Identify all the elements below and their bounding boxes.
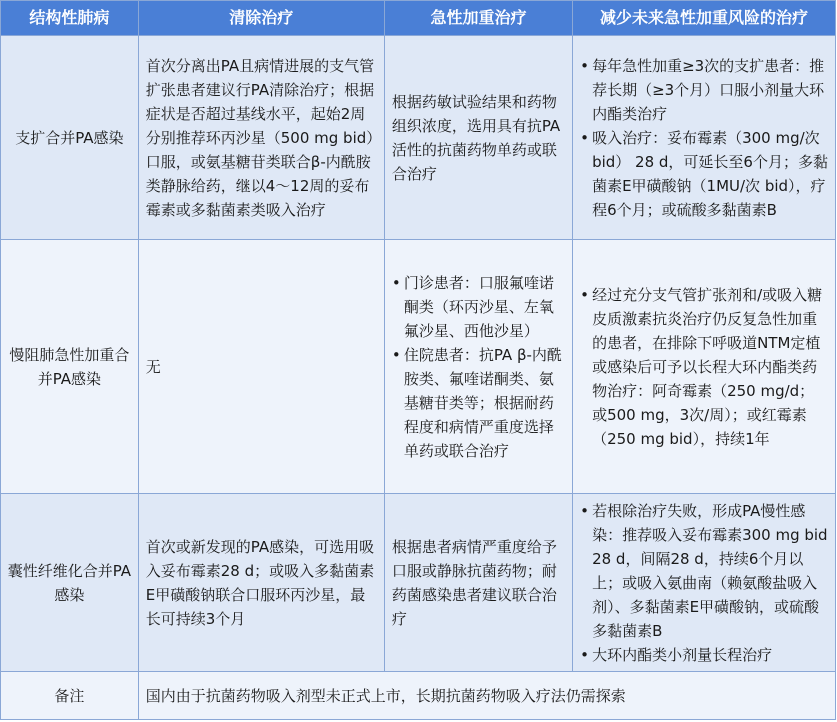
future-cell [573,494,836,672]
note-text: 国内由于抗菌药物吸入剂型未正式上市，长期抗菌药物吸入疗法仍需探索 [138,672,835,720]
list-item: • 吸入治疗：妥布霉素（300 mg/次 bid） 28 d，可延长至6个月；多黏菌素E甲磺酸钠（1MU/次 bid），疗程6个月；或硫酸多黏菌素B [580,126,828,222]
acute-cell [384,240,572,494]
note-label: 备注 [1,672,139,720]
header-future-risk-treatment: 减少未来急性加重风险的治疗 [573,1,836,36]
header-clearance-treatment: 清除治疗 [138,1,384,36]
header-structural-disease: 结构性肺病 [1,1,139,36]
table-row [1,240,836,494]
acute-cell: 根据药敏试验结果和药物组织浓度，选用具有抗PA活性的抗菌药物单药或联合治疗 [384,36,572,240]
row-category: 囊性纤维化合并PA感染 [1,494,139,672]
future-list [580,283,828,451]
future-cell [573,240,836,494]
future-list [580,54,828,222]
row-category: 慢阻肺急性加重合并PA感染 [1,240,139,494]
list-item: • 住院患者：抗PA β-内酰胺类、氟喹诺酮类、氨基糖苷类等；根据耐药程度和病情严重度选择单药或联合治疗 [392,343,565,463]
clearance-cell: 无 [138,240,384,494]
acute-list [392,271,565,463]
row-category: 支扩合并PA感染 [1,36,139,240]
future-cell [573,36,836,240]
list-item: • 门诊患者：口服氟喹诺酮类（环丙沙星、左氧氟沙星、西他沙星） [392,271,565,343]
clearance-cell: 首次或新发现的PA感染，可选用吸入妥布霉素28 d；或吸入多黏菌素E甲磺酸钠联合口服环丙沙星，最长可持续3个月 [138,494,384,672]
list-item: • 大环内酯类小剂量长程治疗 [580,643,828,667]
list-item: • 若根除治疗失败，形成PA慢性感染：推荐吸入妥布霉素300 mg bid 28 d，间隔28 d，持续6个月以上；或吸入氨曲南（赖氨酸盐吸入剂）、多黏菌素E甲磺酸钠，或硫酸多黏菌素B [580,499,828,643]
table-row [1,494,836,672]
list-item: • 经过充分支气管扩张剂和/或吸入糖皮质激素抗炎治疗仍反复急性加重的患者，在排除下呼吸道NTM定植或感染后可予以长程大环内酯类药物治疗：阿奇霉素（250 mg/d；或500 mg，3次/周）；或红霉素（250 mg bid），持续1年 [580,283,828,451]
clearance-cell: 首次分离出PA且病情进展的支气管扩张患者建议行PA清除治疗；根据症状是否超过基线水平，起始2周分别推荐环丙沙星（500 mg bid）口服，或氨基糖苷类联合β-内酰胺类静脉给药，继以4～12周的妥布霉素或多黏菌素类吸入治疗 [138,36,384,240]
future-list [580,499,828,667]
acute-cell: 根据患者病情严重度给予口服或静脉抗菌药物；耐药菌感染患者建议联合治疗 [384,494,572,672]
table-row [1,36,836,240]
note-row [1,672,836,720]
header-row [1,1,836,36]
list-item: • 每年急性加重≥3次的支扩患者：推荐长期（≥3个月）口服小剂量大环内酯类治疗 [580,54,828,126]
header-acute-treatment: 急性加重治疗 [384,1,572,36]
